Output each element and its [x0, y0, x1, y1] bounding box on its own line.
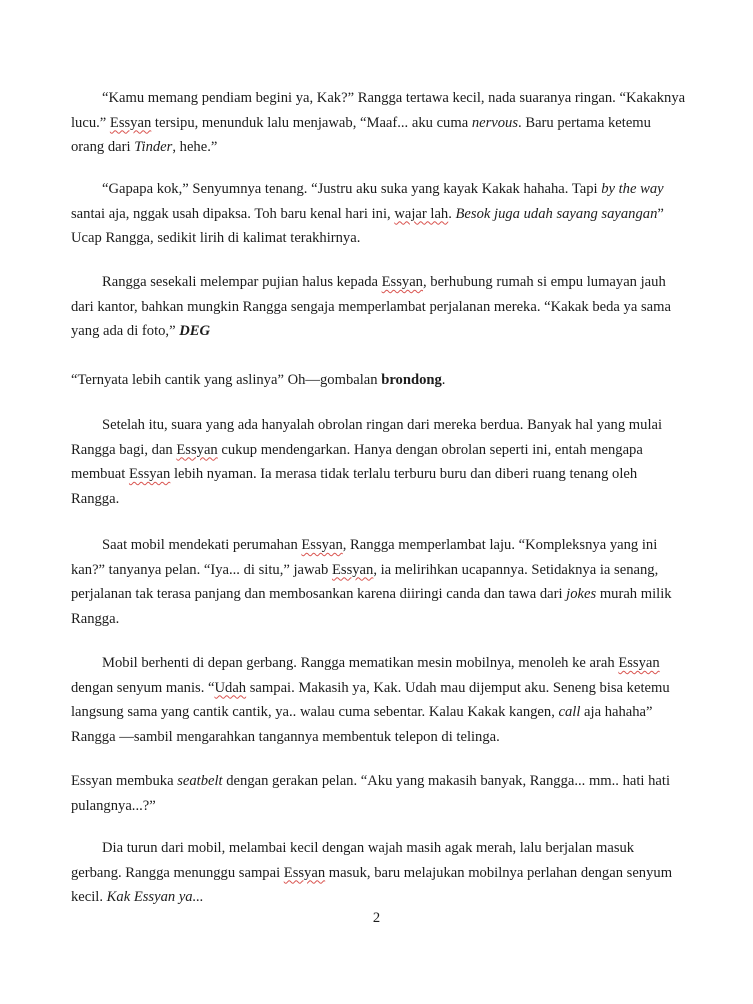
paragraph-8: Essyan membuka seatbelt dengan gerakan pelan. “Aku yang makasih banyak, Rangga... mm.. hati hati pulangnya...?”	[71, 773, 671, 814]
spellcheck-word: Essyan	[283, 864, 326, 881]
paragraph-4: “Ternyata lebih cantik yang aslinya” Oh—gombalan brondong.	[71, 372, 446, 388]
spellcheck-word: Essyan	[301, 537, 343, 553]
spellcheck-word: Essyan	[331, 561, 374, 578]
paragraph-7: Mobil berhenti di depan gerbang. Rangga mematikan mesin mobilnya, menoleh ke arah Essyan dengan senyum manis. “Udah sampai. Makasih ya, Kak. Udah mau dijemput aku. Seneng bisa ketemu langsung sama yang cantik cantik, ya.. walau cuma sebentar. Kalau Kakak kangen, call aja hahaha” Rangga —sambil mengarahkan tangannya membentuk telepon di telinga.	[71, 655, 670, 745]
spellcheck-word: Udah	[214, 679, 247, 696]
spellcheck-word: Essyan	[128, 466, 171, 482]
paragraph-6: Saat mobil mendekati perumahan Essyan, Rangga memperlambat laju. “Kompleksnya yang ini kan?” tanyanya pelan. “Iya... di situ,” jawab Essyan, ia melirihkan ucapannya. Setidaknya ia senang, perjalanan tak terasa panjang dan membosankan karena diiringi canda dan tawa dari jokes murah milik Rangga.	[71, 537, 672, 627]
paragraph-3: Rangga sesekali melempar pujian halus kepada Essyan, berhubung rumah si empu lumayan jauh dari kantor, bahkan mungkin Rangga sengaja memperlambat perjalanan mereka. “Kakak beda ya sama yang ada di foto,” DEG	[71, 274, 671, 339]
paragraph-2: “Gapapa kok,” Senyumnya tenang. “Justru aku suka yang kayak Kakak hahaha. Tapi by the way santai aja, nggak usah dipaksa. Toh baru kenal hari ini, wajar lah. Besok juga udah sayang sayangan” Ucap Rangga, sedikit lirih di kalimat terakhirnya.	[71, 181, 664, 246]
spellcheck-word: wajar lah	[394, 205, 449, 222]
paragraph-1: “Kamu memang pendiam begini ya, Kak?” Rangga tertawa kecil, nada suaranya ringan. “Kakaknya lucu.” Essyan tersipu, menunduk lalu menjawab, “Maaf... aku cuma nervous. Baru pertama ketemu orang dari Tinder, hehe.”	[71, 90, 686, 155]
spellcheck-word: Essyan	[176, 441, 218, 458]
page-number: 2	[372, 910, 381, 926]
spellcheck-word: Essyan	[618, 655, 660, 671]
paragraph-5: Setelah itu, suara yang ada hanyalah obrolan ringan dari mereka berdua. Banyak hal yang mulai Rangga bagi, dan Essyan cukup mendengarkan. Hanya dengan obrolan seperti ini, entah mengapa membuat Essyan lebih nyaman. Ia merasa tidak terlalu terburu buru dan diberi ruang tenang oleh Rangga.	[71, 417, 663, 507]
spellcheck-word: Essyan	[381, 274, 423, 290]
paragraph-9: Dia turun dari mobil, melambai kecil dengan wajah masih agak merah, lalu berjalan masuk gerbang. Rangga menunggu sampai Essyan masuk, baru melajukan mobilnya perlahan dengan senyum kecil. Kak Essyan ya...	[71, 840, 673, 905]
spellcheck-word: Essyan	[109, 114, 152, 131]
